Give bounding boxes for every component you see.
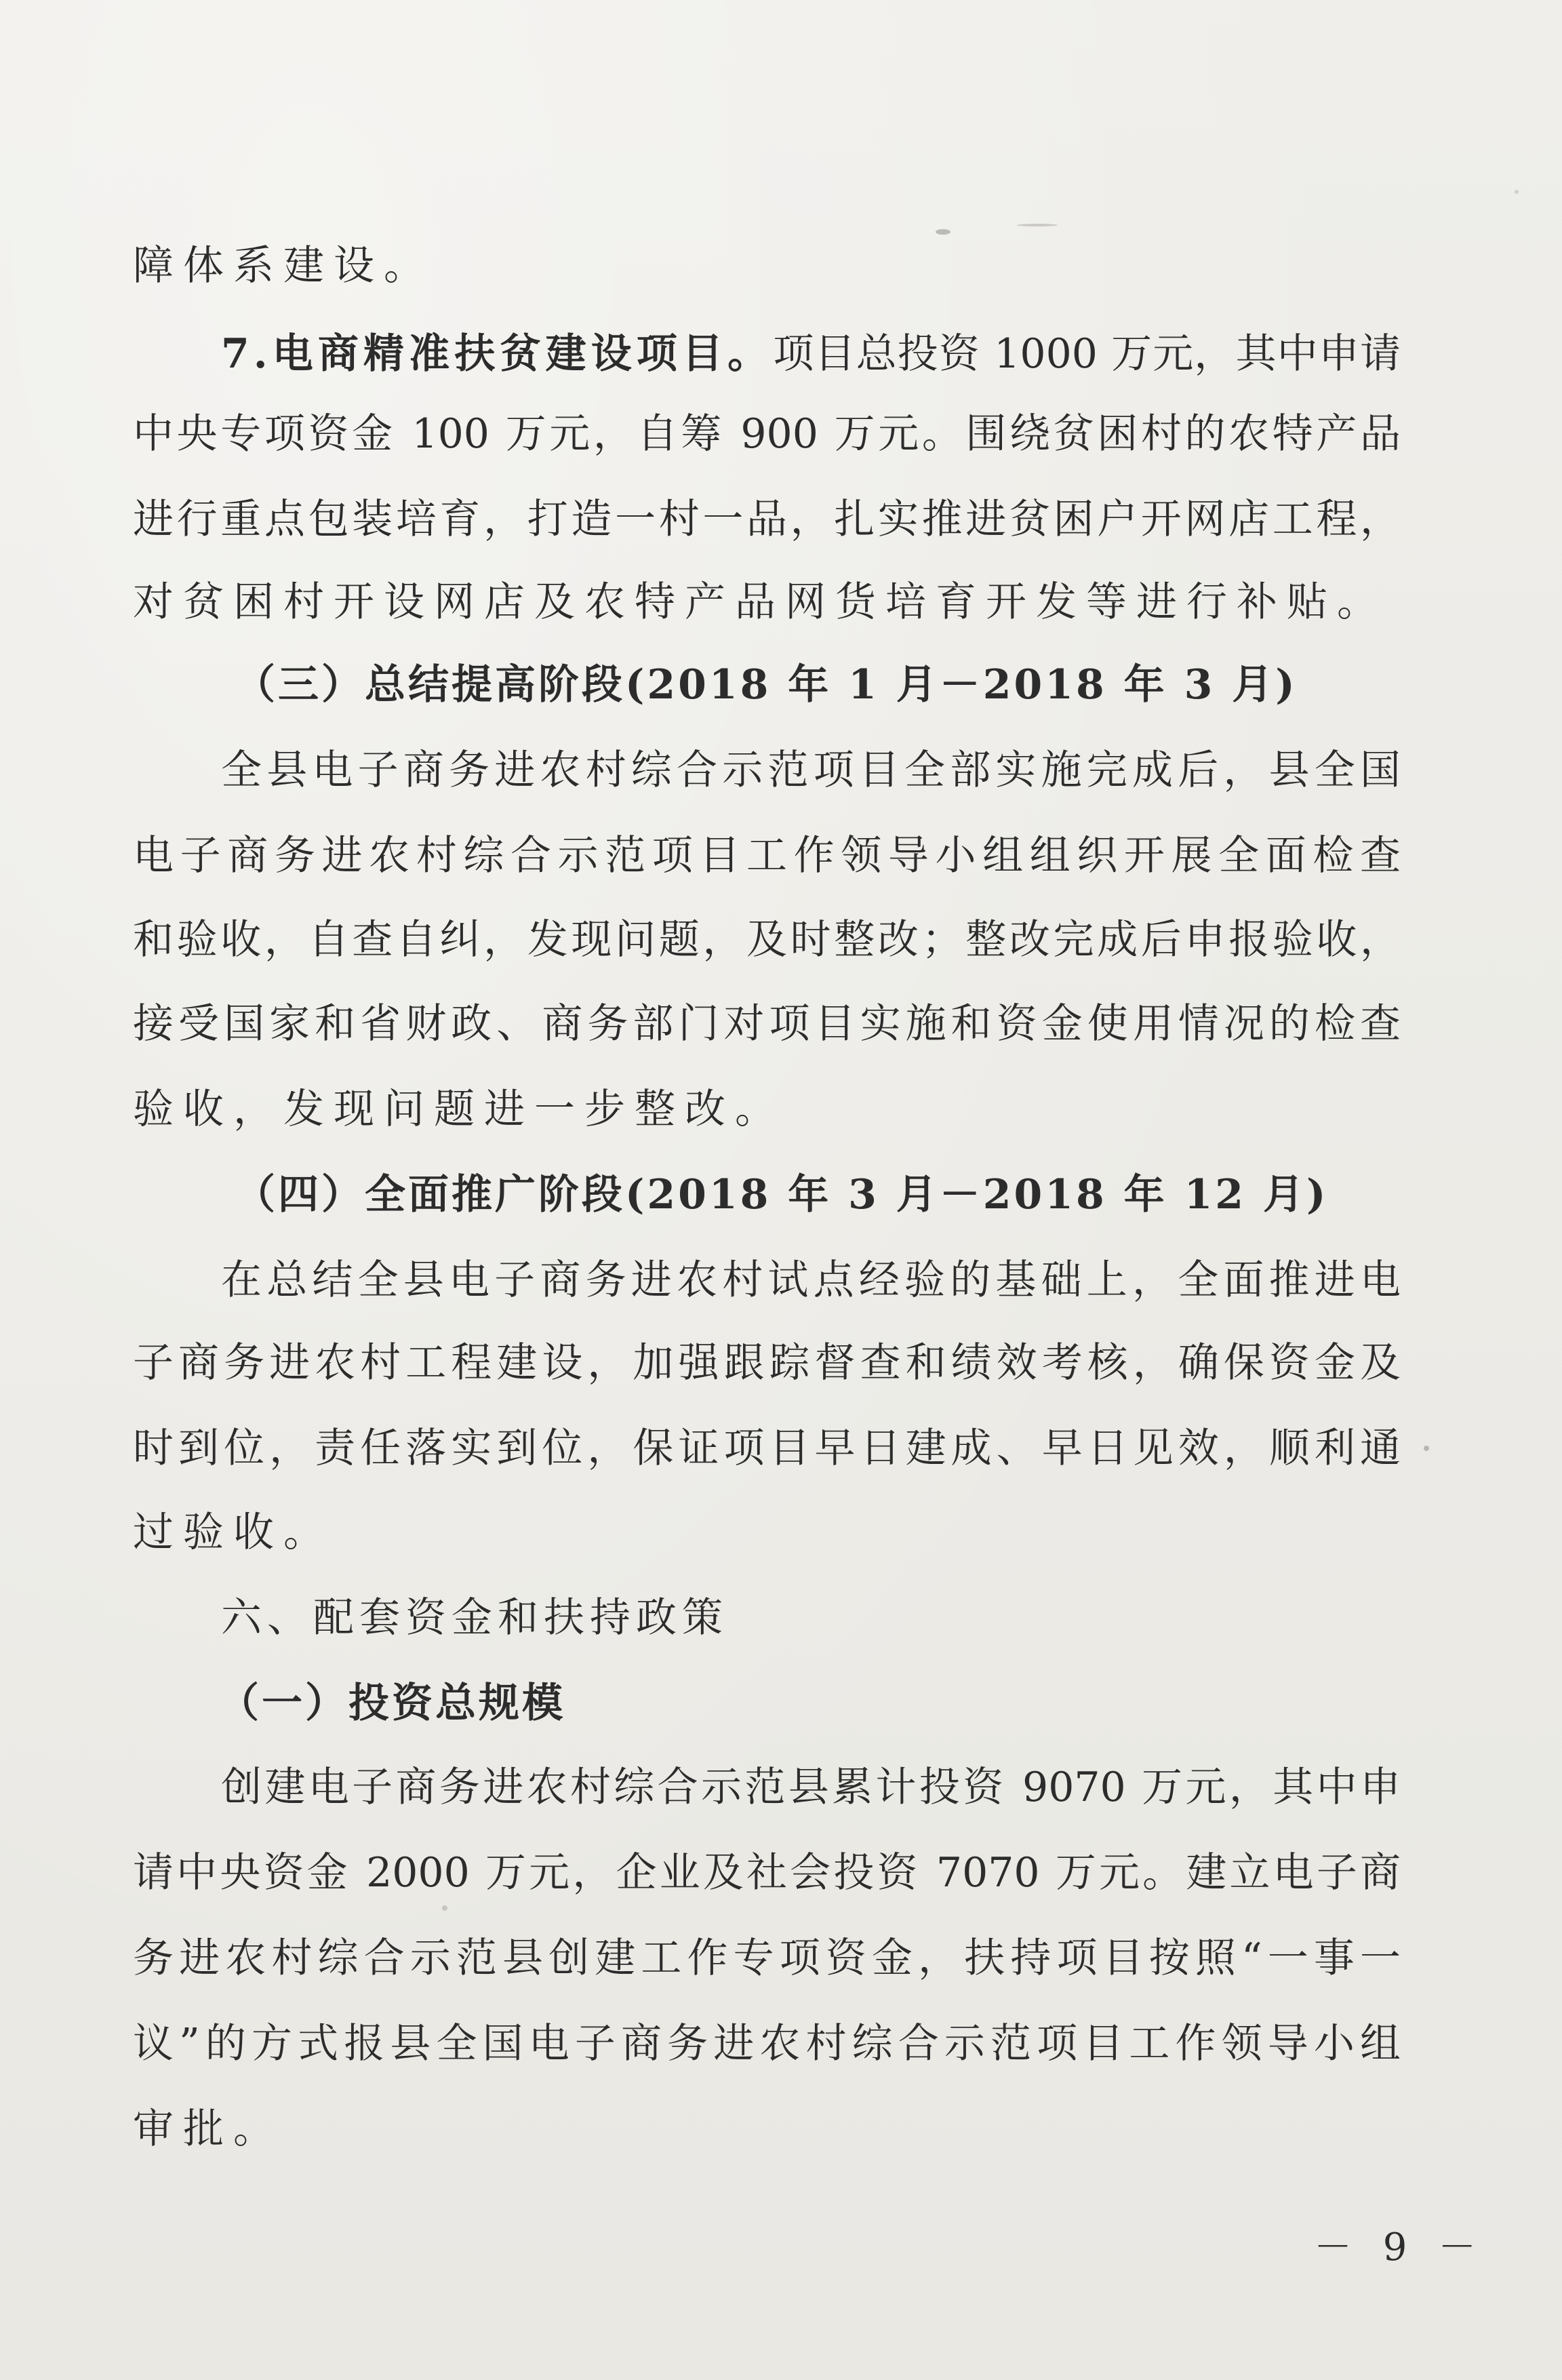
paragraph-line [133,410,1401,458]
line-text: 务进农村综合示范县创建工作专项资金，扶持项目按照“一事一 [133,1935,1401,1982]
paragraph-line [133,915,1401,964]
scan-speck [1424,1446,1429,1451]
line-text: 时到位，责任落实到位，保证项目早日建成、早日见效，顺利通 [133,1425,1401,1472]
scan-speck [936,229,950,235]
paragraph-line [133,1508,1401,1557]
chapter-heading [133,1593,1401,1642]
line-text: 项目总投资 1000 万元，其中申请 [773,330,1401,378]
heading-text: （三）总结提高阶段(2018 年 1 月－2018 年 3 月) [235,661,1298,709]
paragraph-line [133,999,1401,1048]
paragraph-line [133,1934,1401,1983]
paragraph-line [133,330,1401,378]
line-text: 全县电子商务进农村综合示范项目全部实施完成后，县全国 [221,747,1401,794]
heading-text: 六、配套资金和扶持政策 [221,1594,728,1642]
section-heading [133,1679,1401,1728]
line-text: 进行重点包装培育，打造一村一品，扎实推进贫困户开网店工程， [133,496,1401,543]
scan-speck [1017,224,1058,226]
paragraph-line [133,1256,1401,1305]
line-text: 中央专项资金 100 万元，自筹 900 万元。围绕贫困村的农特产品 [133,410,1401,458]
paragraph-line [133,1424,1401,1473]
line-text: 电子商务进农村综合示范项目工作领导小组组织开展全面检查 [133,832,1401,879]
paragraph-line [133,241,1401,290]
line-text: 对贫困村开设网店及农特产品网货培育开发等进行补贴。 [133,578,1387,626]
line-text: 接受国家和省财政、商务部门对项目实施和资金使用情况的检查 [133,1000,1401,1048]
line-text: 审批。 [133,2105,283,2153]
page-number: － 9 － [1314,2225,1486,2269]
scan-speck [442,1905,447,1911]
line-text: 请中央资金 2000 万元，企业及社会投资 7070 万元。建立电子商 [133,1849,1401,1897]
heading-text: （四）全面推广阶段(2018 年 3 月－2018 年 12 月) [235,1171,1329,1218]
line-text: 和验收，自查自纠，发现问题，及时整改；整改完成后申报验收， [133,916,1401,964]
line-text: 创建电子商务进农村综合示范县累计投资 9070 万元，其中申 [221,1764,1401,1811]
paragraph-line [133,578,1401,627]
paragraph-line [133,1763,1401,1812]
heading-text: （一）投资总规模 [218,1680,565,1727]
paragraph-line [133,2105,1401,2154]
line-text: 子商务进农村工程建设，加强跟踪督查和绩效考核，确保资金及 [133,1339,1401,1387]
paragraph-line [133,746,1401,795]
line-text: 议”的方式报县全国电子商务进农村综合示范项目工作领导小组 [133,2020,1401,2067]
line-text: 障体系建设。 [133,242,434,290]
paragraph-line [133,831,1401,880]
item-title: 7.电商精准扶贫建设项目。 [221,330,774,378]
paragraph-line [133,1848,1401,1897]
line-text: 过验收。 [133,1509,334,1556]
line-text: 在总结全县电子商务进农村试点经验的基础上，全面推进电 [221,1256,1401,1304]
scan-speck [1515,190,1519,194]
paragraph-line [133,1085,1401,1134]
paragraph-line [133,1338,1401,1387]
section-heading [133,660,1401,709]
line-text: 验收，发现问题进一步整改。 [133,1086,785,1133]
paragraph-line [133,495,1401,544]
section-heading [133,1170,1401,1219]
paragraph-line [133,2019,1401,2068]
